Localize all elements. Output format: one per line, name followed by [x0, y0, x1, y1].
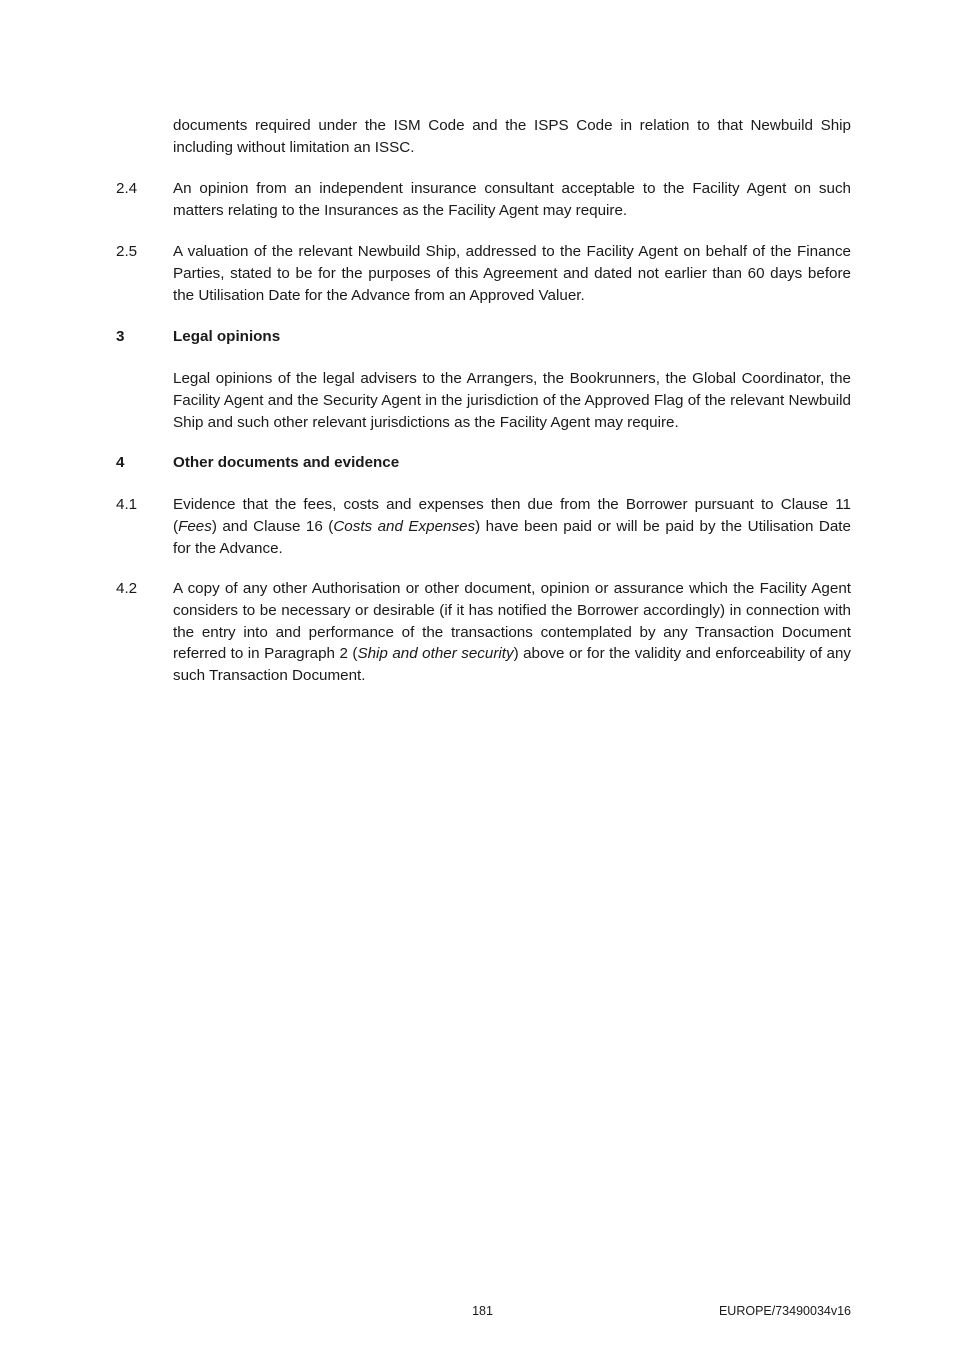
section-3-body: Legal opinions of the legal advisers to the Arrangers, the Bookrunners, the Global Coordinator, the Facility Agent and the Security Agent in the jurisdiction of the Approved Flag of the relevant Newbuild Ship and such other relevant jurisdictions as the Facility Agent may require.: [173, 370, 851, 431]
section-number: 4: [116, 454, 125, 471]
italic-reference: Fees: [178, 517, 212, 535]
text-run: ) above or for the validity and enforceability of any such Transaction Document.: [173, 645, 852, 685]
italic-reference: Costs and Expenses: [333, 517, 476, 535]
clause-4-1: [116, 494, 851, 559]
clause-number: 4.2: [116, 580, 138, 597]
clause-2-5: [116, 241, 851, 306]
clause-text: An opinion from an independent insurance consultant acceptable to the Facility Agent on such matters relating to the Insurances as the Facility Agent may require.: [173, 180, 851, 219]
text-run: A copy of any other Authorisation or other document, opinion or assurance which the Facility Agent considers to be necessary or desirable (if it has notified the Borrower accordingly) in connection with the entry into and performance of the transactions contemplated by any Transaction Document referred to in Paragraph 2 (: [173, 580, 851, 663]
clause-number: 2.4: [116, 180, 138, 197]
clause-2-4: [116, 178, 851, 222]
text-run: ) have been paid or will be paid by the Utilisation Date for the Advance.: [173, 517, 851, 557]
clause-number: 2.5: [116, 243, 138, 260]
page-number: 181: [472, 1304, 493, 1318]
clause-4-2: [116, 578, 851, 687]
text-run: ) and Clause 16 (: [211, 517, 334, 535]
section-title: Other documents and evidence: [173, 454, 400, 471]
clause-text: [173, 578, 851, 687]
clause-number: 4.1: [116, 496, 138, 513]
clause-text: [173, 494, 851, 559]
text-run: Evidence that the fees, costs and expenses then due from the Borrower pursuant to Clause 11 (: [173, 496, 851, 535]
continuation-paragraph: documents required under the ISM Code and the ISPS Code in relation to that Newbuild Ship including without limitation an ISSC.: [173, 117, 851, 156]
document-reference: EUROPE/73490034v16: [718, 1304, 851, 1318]
clause-text: A valuation of the relevant Newbuild Ship, addressed to the Facility Agent on behalf of the Finance Parties, stated to be for the purposes of this Agreement and dated not earlier than 60 days before the Utilisation Date for the Advance from an Approved Valuer.: [173, 243, 851, 304]
section-number: 3: [116, 328, 125, 345]
section-title: Legal opinions: [173, 328, 281, 345]
section-3-heading: [116, 326, 851, 348]
italic-reference: Ship and other security: [357, 645, 514, 663]
section-4-heading: [116, 452, 851, 474]
